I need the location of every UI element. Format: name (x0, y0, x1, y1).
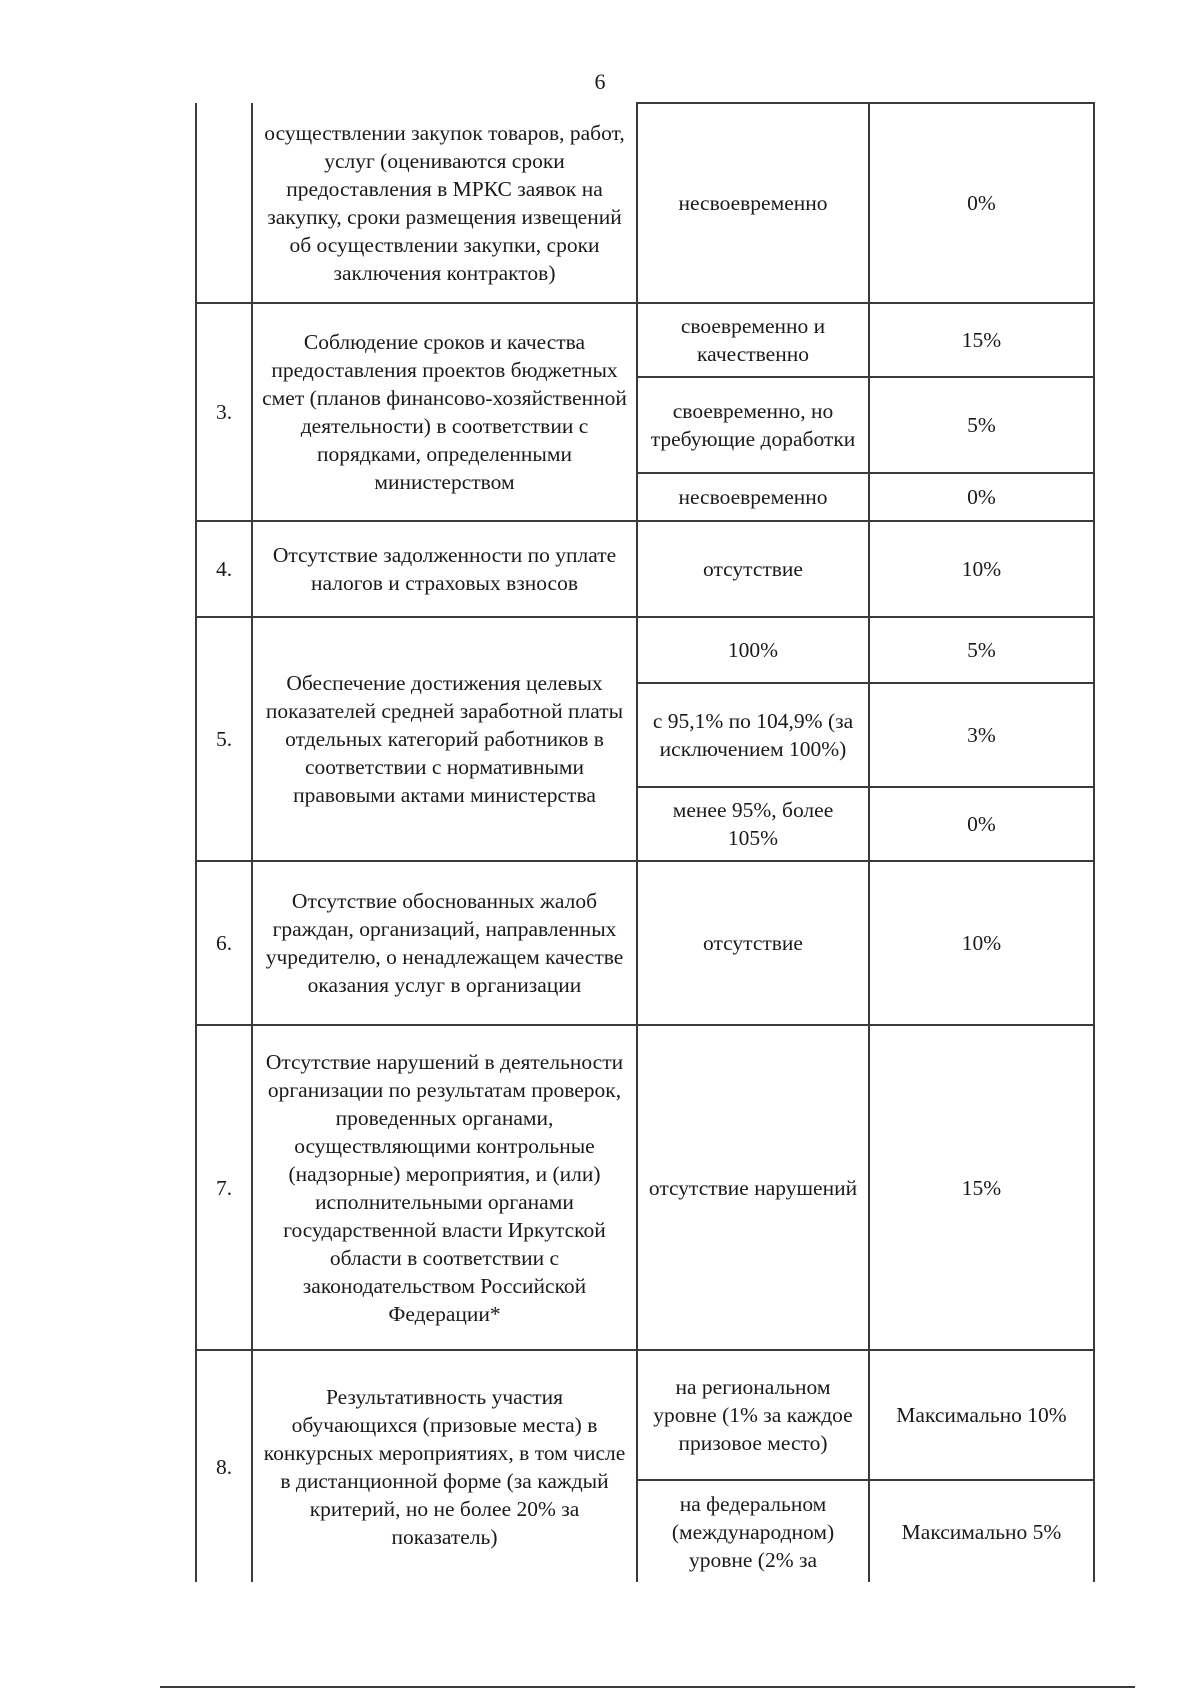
condition-text: 100% (637, 617, 869, 683)
condition-value: Максимально 5% (869, 1480, 1094, 1582)
row-number: 7. (196, 1025, 252, 1350)
table-row (196, 103, 1094, 303)
criterion-name: Отсутствие задолженности по уплате налогов и страховых взносов (252, 521, 637, 617)
condition-text: на региональном уровне (1% за каждое призовое место) (637, 1350, 869, 1480)
condition-value: 0% (869, 787, 1094, 861)
condition-value: 3% (869, 683, 1094, 787)
condition-value: 10% (869, 521, 1094, 617)
row-number: 4. (196, 521, 252, 617)
condition-value: 5% (869, 617, 1094, 683)
condition-text: менее 95%, более 105% (637, 787, 869, 861)
criterion-name: Отсутствие нарушений в деятельности организации по результатам проверок, проведенных органами, осуществляющими контрольные (надзорные) мероприятия, и (или) исполнительными органами государственной власти Иркутской области в соответствии с законодательством Российской Федерации* (252, 1025, 637, 1350)
criteria-table (195, 102, 1095, 1582)
condition-text: своевременно и качественно (637, 303, 869, 377)
condition-value: 5% (869, 377, 1094, 473)
row-number (196, 103, 252, 303)
row-number: 5. (196, 617, 252, 861)
condition-text: отсутствие (637, 521, 869, 617)
page-bottom-rule (160, 1686, 1135, 1688)
criterion-name: Обеспечение достижения целевых показателей средней заработной платы отдельных категорий работников в соответствии с нормативными правовыми актами министерства (252, 617, 637, 861)
row-number: 6. (196, 861, 252, 1025)
condition-text: несвоевременно (637, 473, 869, 521)
condition-text: на федеральном (международном) уровне (2% за (637, 1480, 869, 1582)
condition-text: своевременно, но требующие доработки (637, 377, 869, 473)
criterion-name: Отсутствие обоснованных жалоб граждан, организаций, направленных учредителю, о ненадлежащем качестве оказания услуг в организации (252, 861, 637, 1025)
criterion-name: Соблюдение сроков и качества предоставления проектов бюджетных смет (планов финансово-хозяйственной деятельности) в соответствии с порядками, определенными министерством (252, 303, 637, 521)
condition-value: 0% (869, 473, 1094, 521)
table-row (196, 521, 1094, 617)
condition-value: Максимально 10% (869, 1350, 1094, 1480)
condition-value: 0% (869, 103, 1094, 303)
table-row (196, 1025, 1094, 1350)
table-row (196, 1350, 1094, 1480)
condition-text: с 95,1% по 104,9% (за исключением 100%) (637, 683, 869, 787)
criterion-name: Результативность участия обучающихся (призовые места) в конкурсных мероприятиях, в том числе в дистанционной форме (за каждый критерий, но не более 20% за показатель) (252, 1350, 637, 1582)
table-row (196, 617, 1094, 683)
criterion-name: осуществлении закупок товаров, работ, услуг (оцениваются сроки предоставления в МРКС заявок на закупку, сроки размещения извещений об осуществлении закупки, сроки заключения контрактов) (252, 103, 637, 303)
row-number: 8. (196, 1350, 252, 1582)
table-row (196, 303, 1094, 377)
page-number: 6 (594, 69, 606, 94)
condition-value: 10% (869, 861, 1094, 1025)
condition-text: отсутствие нарушений (637, 1025, 869, 1350)
row-number: 3. (196, 303, 252, 521)
condition-value: 15% (869, 1025, 1094, 1350)
condition-text: отсутствие (637, 861, 869, 1025)
condition-text: несвоевременно (637, 103, 869, 303)
condition-value: 15% (869, 303, 1094, 377)
table-row (196, 861, 1094, 1025)
